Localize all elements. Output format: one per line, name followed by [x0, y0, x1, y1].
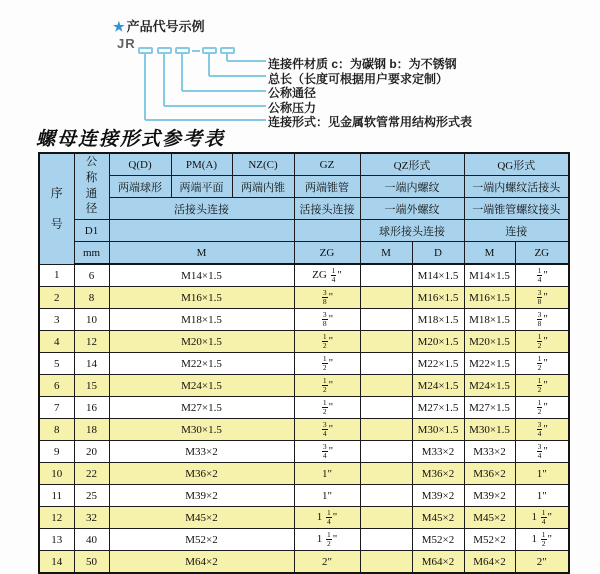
cell-dn: 15	[74, 375, 109, 397]
cell-gz: $\frac{3}{8}$ "	[294, 287, 360, 309]
header-conn2-qz: 球形接头连接	[360, 220, 464, 242]
fraction: $\frac{1}{2}$	[322, 354, 327, 372]
header-mm: mm	[74, 242, 109, 265]
table-row	[39, 419, 569, 441]
header-d1: D1	[74, 220, 109, 242]
fraction: $\frac{3}{4}$	[537, 420, 542, 438]
fraction: $\frac{1}{2}$	[537, 398, 542, 416]
header-conn-qz: 一端外螺纹	[360, 198, 464, 220]
cell-qg-zg: $\frac{3}{8}$ "	[515, 309, 569, 331]
cell-gz: 1 $\frac{1}{2}$ "	[294, 529, 360, 551]
cell-qg-zg: $\frac{1}{2}$ "	[515, 331, 569, 353]
cell-qz-m	[360, 485, 412, 507]
fraction: $\frac{1}{4}$	[541, 508, 546, 526]
cell-qz-d: M36×2	[412, 463, 464, 485]
connector-line	[227, 60, 266, 62]
cell-qg-zg: $\frac{1}{2}$ "	[515, 353, 569, 375]
cell-m: M36×2	[109, 463, 294, 485]
cell-qz-d: M45×2	[412, 507, 464, 529]
table-row	[39, 529, 569, 551]
cell-qg-m: M16×1.5	[464, 287, 515, 309]
cell-qz-m	[360, 309, 412, 331]
diagram-label-pressure: 公称压力	[268, 101, 317, 115]
cell-qg-zg: 1 $\frac{1}{2}$ "	[515, 529, 569, 551]
cell-qz-m	[360, 551, 412, 574]
cell-gz: 1"	[294, 485, 360, 507]
cell-gz: 2"	[294, 551, 360, 574]
cell-qz-m	[360, 463, 412, 485]
connector-line	[209, 75, 266, 77]
cell-dn: 6	[74, 264, 109, 287]
header-unit-qz-m: M	[360, 242, 412, 265]
diagram-label-diameter: 公称通径	[268, 86, 317, 100]
cell-qz-m	[360, 441, 412, 463]
header-ends-qd: 两端球形	[109, 176, 171, 198]
cell-qg-zg: $\frac{1}{2}$ "	[515, 375, 569, 397]
col-header-nominal-diameter: 公称通径	[74, 153, 109, 220]
diagram-label-length: 总长（长度可根据用户要求定制）	[268, 72, 449, 86]
connector-line	[144, 54, 146, 120]
cell-no: 12	[39, 507, 74, 529]
header-conn-union: 活接头连接	[109, 198, 294, 220]
cell-m: M45×2	[109, 507, 294, 529]
table-row	[39, 287, 569, 309]
fraction: $\frac{3}{8}$	[537, 310, 542, 328]
col-header-form-qg: QG形式	[464, 153, 569, 176]
header-row-forms	[39, 153, 569, 176]
col-header-form-qd: Q(D)	[109, 153, 171, 176]
table-row	[39, 353, 569, 375]
fraction: $\frac{1}{2}$	[322, 376, 327, 394]
cell-dn: 12	[74, 331, 109, 353]
cell-qg-zg: $\frac{3}{4}$ "	[515, 419, 569, 441]
header-unit-m: M	[109, 242, 294, 265]
cell-no: 9	[39, 441, 74, 463]
table-body	[39, 264, 569, 573]
cell-qg-zg: $\frac{3}{8}$ "	[515, 287, 569, 309]
cell-qg-m: M20×1.5	[464, 331, 515, 353]
table-row	[39, 507, 569, 529]
cell-gz: $\frac{3}{4}$ "	[294, 441, 360, 463]
table-row	[39, 264, 569, 287]
fraction: $\frac{1}{2}$	[322, 332, 327, 350]
cell-no: 4	[39, 331, 74, 353]
cell-m: M16×1.5	[109, 287, 294, 309]
connector-line	[164, 105, 266, 107]
cell-qz-d: M24×1.5	[412, 375, 464, 397]
cell-no: 2	[39, 287, 74, 309]
cell-qz-m	[360, 529, 412, 551]
connector-line	[163, 54, 165, 106]
cell-dn: 32	[74, 507, 109, 529]
header-blank-1	[109, 220, 294, 242]
nut-connection-table	[38, 152, 570, 574]
cell-no: 8	[39, 419, 74, 441]
fraction: $\frac{3}{4}$	[322, 420, 327, 438]
header-conn-gz: 活接头连接	[294, 198, 360, 220]
cell-qg-m: M64×2	[464, 551, 515, 574]
cell-no: 1	[39, 264, 74, 287]
cell-qg-zg: $\frac{3}{4}$ "	[515, 441, 569, 463]
diagram-title-text: 产品代号示例	[126, 19, 205, 34]
cell-qg-m: M24×1.5	[464, 375, 515, 397]
cell-m: M24×1.5	[109, 375, 294, 397]
cell-m: M52×2	[109, 529, 294, 551]
cell-dn: 16	[74, 397, 109, 419]
code-box-1	[138, 47, 153, 54]
fraction: $\frac{3}{8}$	[322, 310, 327, 328]
cell-qg-zg: $\frac{1}{2}$ "	[515, 397, 569, 419]
cell-qz-d: M30×1.5	[412, 419, 464, 441]
cell-m: M33×2	[109, 441, 294, 463]
cell-qz-d: M39×2	[412, 485, 464, 507]
cell-qg-m: M33×2	[464, 441, 515, 463]
diagram-label-connection: 连接形式：见金属软管常用结构形式表	[268, 115, 473, 129]
cell-dn: 22	[74, 463, 109, 485]
header-unit-qz-d: D	[412, 242, 464, 265]
col-header-form-nzc: NZ(C)	[232, 153, 294, 176]
cell-qz-m	[360, 375, 412, 397]
cell-qz-m	[360, 507, 412, 529]
product-code-diagram	[0, 0, 600, 127]
table-row	[39, 463, 569, 485]
cell-m: M22×1.5	[109, 353, 294, 375]
cell-m: M27×1.5	[109, 397, 294, 419]
header-ends-pma: 两端平面	[171, 176, 232, 198]
cell-no: 13	[39, 529, 74, 551]
table-row	[39, 441, 569, 463]
col-header-serial: 序号	[39, 153, 74, 264]
cell-qz-d: M14×1.5	[412, 264, 464, 287]
header-row-d1	[39, 220, 569, 242]
cell-gz: $\frac{3}{8}$ "	[294, 309, 360, 331]
cell-qz-m	[360, 397, 412, 419]
header-unit-qg-m: M	[464, 242, 515, 265]
cell-dn: 25	[74, 485, 109, 507]
star-icon: ★	[113, 19, 125, 34]
cell-gz: 1"	[294, 463, 360, 485]
cell-m: M64×2	[109, 551, 294, 574]
header-row-units	[39, 242, 569, 265]
cell-qz-m	[360, 419, 412, 441]
cell-qz-m	[360, 353, 412, 375]
header-row-ends	[39, 176, 569, 198]
cell-qg-zg: 1"	[515, 485, 569, 507]
header-ends-qg: 一端内螺纹活接头	[464, 176, 569, 198]
fraction: $\frac{1}{2}$	[537, 376, 542, 394]
header-unit-qg-zg: ZG	[515, 242, 569, 265]
fraction: $\frac{3}{4}$	[537, 442, 542, 460]
code-box-3	[175, 47, 190, 54]
cell-dn: 8	[74, 287, 109, 309]
cell-qz-d: M18×1.5	[412, 309, 464, 331]
fraction: $\frac{1}{2}$	[327, 530, 331, 548]
cell-qg-zg: 1 $\frac{1}{4}$ "	[515, 507, 569, 529]
cell-dn: 18	[74, 419, 109, 441]
connector-line	[145, 119, 266, 121]
fraction: $\frac{1}{4}$	[537, 266, 542, 284]
header-unit-zg: ZG	[294, 242, 360, 265]
cell-gz: $\frac{1}{2}$ "	[294, 353, 360, 375]
col-header-form-gz: GZ	[294, 153, 360, 176]
cell-no: 7	[39, 397, 74, 419]
cell-dn: 50	[74, 551, 109, 574]
cell-qg-m: M36×2	[464, 463, 515, 485]
cell-qg-m: M45×2	[464, 507, 515, 529]
cell-qz-d: M64×2	[412, 551, 464, 574]
fraction: $\frac{1}{2}$	[537, 354, 542, 372]
cell-qg-m: M14×1.5	[464, 264, 515, 287]
cell-m: M20×1.5	[109, 331, 294, 353]
fraction: $\frac{3}{8}$	[537, 288, 542, 306]
table-row	[39, 309, 569, 331]
cell-m: M30×1.5	[109, 419, 294, 441]
table-row	[39, 375, 569, 397]
fraction: $\frac{1}{4}$	[331, 266, 336, 284]
cell-no: 3	[39, 309, 74, 331]
code-dash	[192, 50, 200, 52]
product-code-prefix: JR	[117, 36, 136, 51]
header-blank-2	[294, 220, 360, 242]
cell-dn: 10	[74, 309, 109, 331]
cell-qg-zg: 2"	[515, 551, 569, 574]
cell-gz: ZG $\frac{1}{4}$ "	[294, 264, 360, 287]
cell-qz-d: M52×2	[412, 529, 464, 551]
header-row-connection	[39, 198, 569, 220]
cell-qz-d: M20×1.5	[412, 331, 464, 353]
cell-gz: $\frac{1}{2}$ "	[294, 397, 360, 419]
cell-qg-m: M22×1.5	[464, 353, 515, 375]
header-ends-gz: 两端锥管	[294, 176, 360, 198]
fraction: $\frac{1}{2}$	[322, 398, 327, 416]
cell-no: 10	[39, 463, 74, 485]
table-row	[39, 485, 569, 507]
table-title: 螺母连接形式参考表	[36, 129, 226, 150]
cell-qz-d: M22×1.5	[412, 353, 464, 375]
cell-qz-d: M33×2	[412, 441, 464, 463]
diagram-label-material: 连接件材质 c：为碳钢 b：为不锈钢	[268, 57, 457, 71]
diagram-title	[113, 16, 205, 35]
col-header-form-pma: PM(A)	[171, 153, 232, 176]
cell-m: M14×1.5	[109, 264, 294, 287]
header-ends-qz: 一端内螺纹	[360, 176, 464, 198]
cell-m: M18×1.5	[109, 309, 294, 331]
cell-no: 14	[39, 551, 74, 574]
cell-no: 11	[39, 485, 74, 507]
table-row	[39, 331, 569, 353]
table-row	[39, 397, 569, 419]
table-row	[39, 551, 569, 574]
cell-dn: 14	[74, 353, 109, 375]
cell-qz-m	[360, 264, 412, 287]
fraction: $\frac{1}{2}$	[541, 530, 546, 548]
fraction: $\frac{1}{4}$	[327, 508, 331, 526]
cell-gz: 1 $\frac{1}{4}$ "	[294, 507, 360, 529]
cell-qz-m	[360, 287, 412, 309]
cell-no: 6	[39, 375, 74, 397]
cell-gz: $\frac{1}{2}$ "	[294, 375, 360, 397]
cell-qg-m: M39×2	[464, 485, 515, 507]
connector-line	[181, 54, 183, 91]
cell-m: M39×2	[109, 485, 294, 507]
connector-line	[208, 54, 210, 76]
code-box-2	[157, 47, 172, 54]
cell-gz: $\frac{3}{4}$ "	[294, 419, 360, 441]
header-conn2-qg: 连接	[464, 220, 569, 242]
cell-qz-m	[360, 331, 412, 353]
fraction: $\frac{3}{8}$	[322, 288, 327, 306]
connector-line	[182, 90, 266, 92]
cell-qg-m: M27×1.5	[464, 397, 515, 419]
cell-dn: 20	[74, 441, 109, 463]
col-header-form-qz: QZ形式	[360, 153, 464, 176]
cell-qg-m: M18×1.5	[464, 309, 515, 331]
cell-gz: $\frac{1}{2}$ "	[294, 331, 360, 353]
cell-qg-m: M30×1.5	[464, 419, 515, 441]
header-conn-qg: 一端锥管螺纹接头	[464, 198, 569, 220]
code-box-4	[202, 47, 217, 54]
cell-no: 5	[39, 353, 74, 375]
header-ends-nzc: 两端内锥	[232, 176, 294, 198]
cell-qg-zg: $\frac{1}{4}$ "	[515, 264, 569, 287]
cell-dn: 40	[74, 529, 109, 551]
cell-qg-m: M52×2	[464, 529, 515, 551]
cell-qg-zg: 1"	[515, 463, 569, 485]
cell-qz-d: M16×1.5	[412, 287, 464, 309]
fraction: $\frac{1}{2}$	[537, 332, 542, 350]
code-box-5	[220, 47, 235, 54]
cell-qz-d: M27×1.5	[412, 397, 464, 419]
fraction: $\frac{3}{4}$	[322, 442, 327, 460]
